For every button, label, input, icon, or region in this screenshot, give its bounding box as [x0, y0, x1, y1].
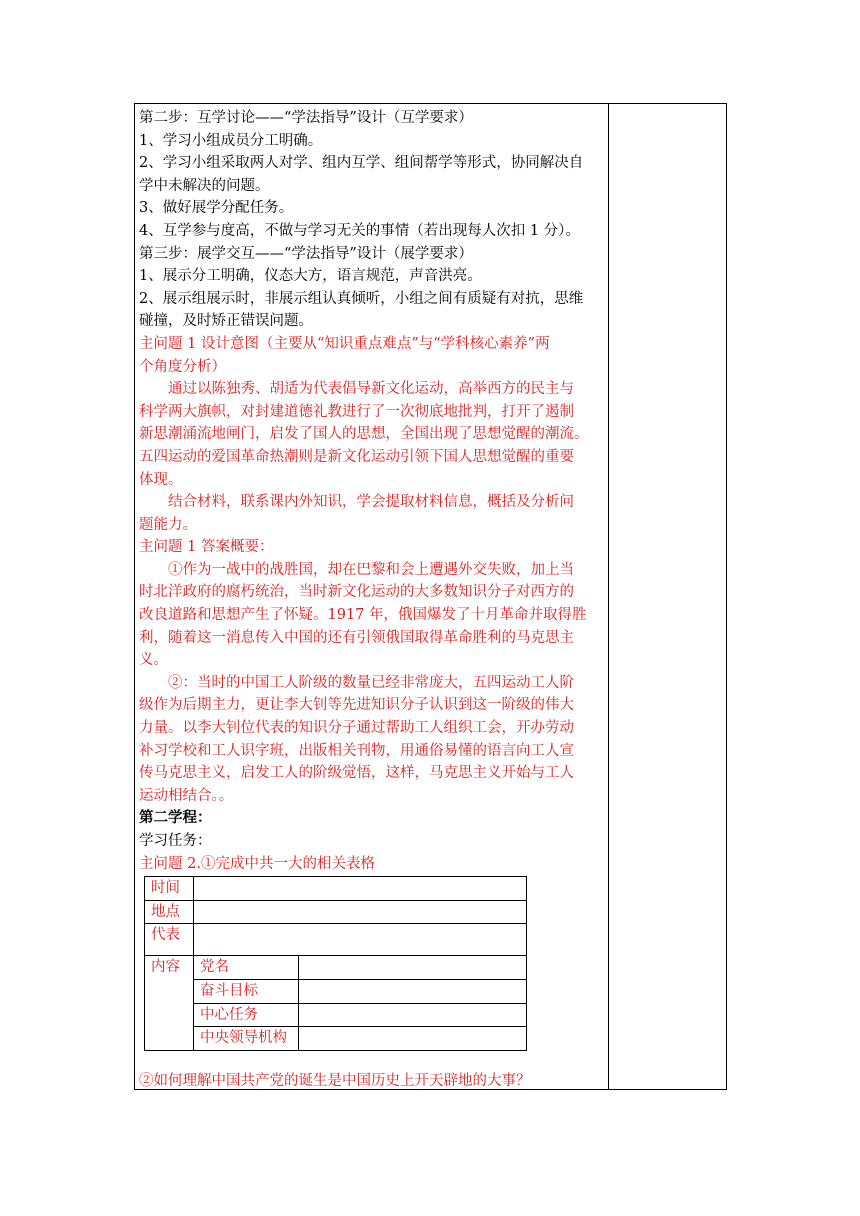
text-line: 学习任务： — [139, 833, 212, 849]
text-line: 2、学习小组采取两人对学、组内互学、组间帮学等形式，协同解决自 — [139, 155, 584, 172]
table-cell-place[interactable] — [194, 900, 527, 924]
document-frame — [134, 103, 727, 1090]
text-line: 第二步：互学讨论——“学法指导”设计（互学要求） — [139, 110, 473, 126]
cpc-first-congress-table — [144, 876, 527, 1051]
text-line: 个角度分析） — [139, 358, 226, 375]
text-line: 主问题 1 设计意图（主要从“知识重点难点”与“学科核心素养”两 — [139, 335, 550, 352]
table-label-party-name: 党名 — [194, 956, 299, 980]
table-label-representatives: 代表 — [145, 924, 194, 956]
text-line: 3、做好展学分配任务。 — [139, 200, 294, 217]
text-line: 学中未解决的问题。 — [139, 177, 270, 194]
table-label-leading-body: 中央领导机构 — [194, 1027, 299, 1051]
text-line: 通过以陈独秀、胡适为代表倡导新文化运动，高举西方的民主与 — [168, 381, 574, 398]
table-cell-time[interactable] — [194, 877, 527, 901]
text-line: 新思潮涌流地闸门，启发了国人的思想，全国出现了思想觉醒的潮流。 — [139, 426, 589, 443]
text-line: 主问题 2.①完成中共一大的相关表格 — [139, 855, 375, 872]
table-label-goal: 奋斗目标 — [194, 979, 299, 1003]
text-line: 4、互学参与度高，不做与学习无关的事情（若出现每人次扣 1 分）。 — [139, 222, 580, 239]
text-line: 级作为后期主力，更让李大钊等先进知识分子认识到这一阶级的伟大 — [139, 697, 574, 714]
table-label-time: 时间 — [145, 877, 194, 901]
text-line: ①作为一战中的战胜国，却在巴黎和会上遭遇外交失败，加上当 — [168, 561, 574, 578]
text-line: 结合材料，联系课内外知识，学会提取材料信息，概括及分析问 — [168, 494, 574, 511]
table-label-central-task: 中心任务 — [194, 1003, 299, 1027]
table-label-content: 内容 — [145, 956, 194, 1050]
table-cell-goal[interactable] — [299, 979, 527, 1003]
text-lines — [139, 107, 603, 875]
text-line: 2、展示组展示时，非展示组认真倾听，小组之间有质疑有对抗，思维 — [139, 290, 584, 307]
question-2-text: ②如何理解中国共产党的诞生是中国历史上开天辟地的大事？ — [139, 1072, 531, 1089]
column-divider — [608, 104, 609, 1089]
text-line: 体现。 — [139, 471, 183, 488]
text-line: 1、学习小组成员分工明确。 — [139, 132, 323, 149]
text-line: 利，随着这一消息传入中国的还有引领俄国取得革命胜利的马克思主 — [139, 629, 574, 646]
text-line: 碰撞，及时矫正错误问题。 — [139, 313, 313, 330]
table-label-place: 地点 — [145, 900, 194, 924]
text-line: 科学两大旗帜，对封建道德礼教进行了一次彻底地批判，打开了遏制 — [139, 403, 574, 420]
text-line: 力量。以李大钊位代表的知识分子通过帮助工人组织工会，开办劳动 — [139, 720, 574, 737]
text-line: 题能力。 — [139, 516, 197, 533]
text-line: 主问题 1 答案概要： — [139, 539, 274, 556]
table-cell-central-task[interactable] — [299, 1003, 527, 1027]
text-line: 义。 — [139, 652, 168, 669]
text-line: 1、展示分工明确，仪态大方，语言规范，声音洪亮。 — [139, 268, 482, 285]
text-line: 运动相结合。。 — [139, 787, 234, 804]
table-cell-party-name[interactable] — [299, 956, 527, 980]
text-line: 传马克思主义，启发工人的阶级觉悟，这样，马克思主义开始与工人 — [139, 765, 574, 782]
text-line: 时北洋政府的腐朽统治，当时新文化运动的大多数知识分子对西方的 — [139, 584, 574, 601]
text-line: 补习学校和工人识字班，出版相关刊物，用通俗易懂的语言向工人宣 — [139, 742, 574, 759]
table-cell-leading-body[interactable] — [299, 1027, 527, 1051]
text-line: ②：当时的中国工人阶级的数量已经非常庞大，五四运动工人阶 — [168, 674, 574, 691]
content-column — [139, 107, 603, 1092]
text-line: 五四运动的爱国革命热潮则是新文化运动引领下国人思想觉醒的重要 — [139, 448, 574, 465]
text-line: 第二学程： — [139, 809, 212, 827]
text-line: 改良道路和思想产生了怀疑。1917 年，俄国爆发了十月革命并取得胜 — [139, 607, 587, 624]
text-line: 第三步：展学交互——“学法指导”设计（展学要求） — [139, 245, 473, 262]
table-cell-representatives[interactable] — [194, 924, 527, 956]
